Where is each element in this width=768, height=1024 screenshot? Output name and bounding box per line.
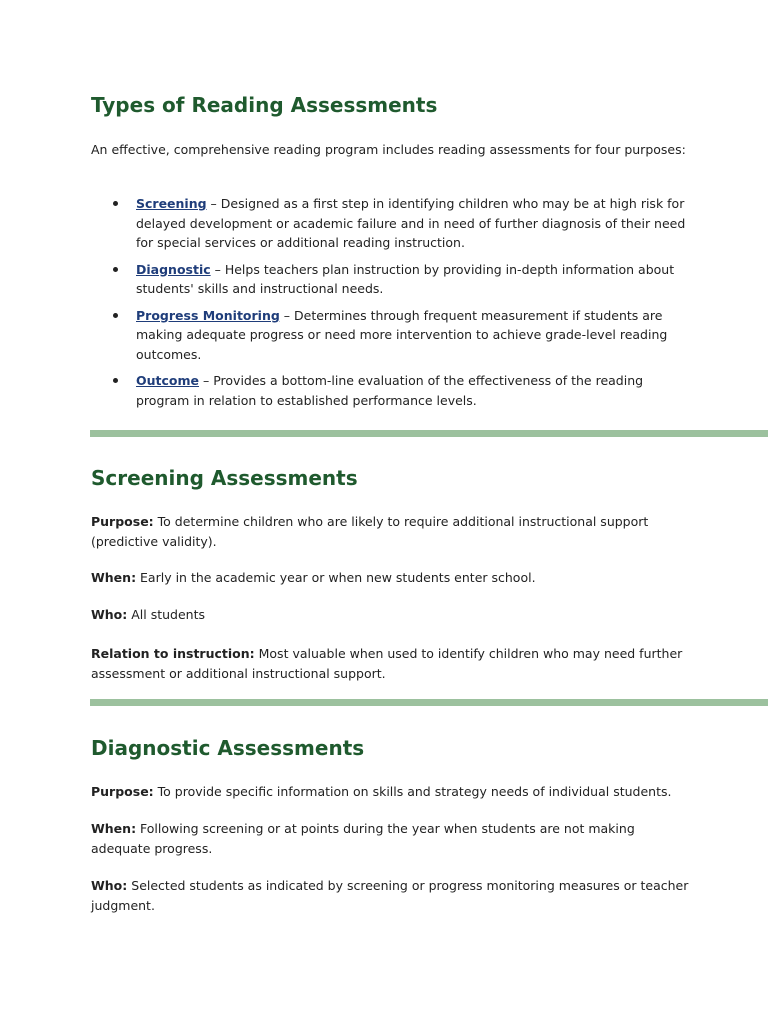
list-item-outcome	[91, 371, 691, 410]
diagnostic-purpose	[91, 782, 691, 802]
relation-text: Most valuable when used to identify children who may need further assessment or additional instructional support.	[91, 646, 683, 681]
list-item-progress-monitoring	[91, 306, 691, 365]
section-divider	[90, 699, 768, 706]
bullet-icon	[113, 201, 118, 206]
screening-relation	[91, 644, 691, 683]
progress-monitoring-description: – Determines through frequent measurement if students are making adequate progress or need more intervention to achieve grade-level reading outcomes.	[136, 307, 668, 362]
when-text: Early in the academic year or when new students enter school.	[136, 570, 536, 585]
section-title-screening: Screening Assessments	[91, 466, 358, 490]
purpose-label: Purpose:	[91, 784, 154, 799]
outcome-link[interactable]: Outcome	[136, 373, 200, 388]
outcome-description: – Provides a bottom-line evaluation of the effectiveness of the reading program in relation to established performance levels.	[136, 373, 644, 408]
diagnostic-when	[91, 819, 691, 858]
purpose-label: Purpose:	[91, 514, 154, 529]
screening-who	[91, 605, 691, 625]
section-title-diagnostic: Diagnostic Assessments	[91, 736, 365, 760]
when-text: Following screening or at points during the year when students are not making adequate progress.	[91, 821, 635, 856]
who-label: Who:	[91, 607, 128, 622]
assessment-purposes-list	[91, 194, 691, 417]
intro-paragraph: An effective, comprehensive reading program includes reading assessments for four purposes:	[91, 142, 686, 157]
when-label: When:	[91, 570, 137, 585]
when-label: When:	[91, 821, 137, 836]
screening-description: – Designed as a first step in identifying children who may be at high risk for delayed development or academic failure and in need of further diagnosis of their need for special services or additional reading instruction.	[136, 196, 686, 250]
purpose-text: To provide specific information on skills and strategy needs of individual students.	[153, 784, 672, 799]
list-item-screening	[91, 194, 691, 253]
relation-label: Relation to instruction:	[91, 646, 255, 661]
screening-link[interactable]: Screening	[136, 196, 207, 211]
screening-purpose	[91, 512, 691, 551]
bullet-icon	[113, 378, 118, 383]
bullet-icon	[113, 267, 118, 272]
who-label: Who:	[91, 878, 128, 893]
list-item-diagnostic	[91, 260, 691, 299]
who-text: All students	[127, 607, 206, 622]
screening-when	[91, 568, 691, 588]
diagnostic-description: – Helps teachers plan instruction by providing in-depth information about students' skills and instructional needs.	[136, 261, 675, 296]
section-divider	[90, 430, 768, 437]
diagnostic-who	[91, 876, 691, 915]
who-text: Selected students as indicated by screening or progress monitoring measures or teacher judgment.	[91, 878, 689, 913]
section-title-types: Types of Reading Assessments	[91, 93, 438, 117]
diagnostic-link[interactable]: Diagnostic	[136, 261, 211, 277]
purpose-text: To determine children who are likely to require additional instructional support (predictive validity).	[91, 514, 649, 549]
progress-monitoring-link[interactable]: Progress Monitoring	[136, 307, 280, 323]
bullet-icon	[113, 313, 118, 318]
